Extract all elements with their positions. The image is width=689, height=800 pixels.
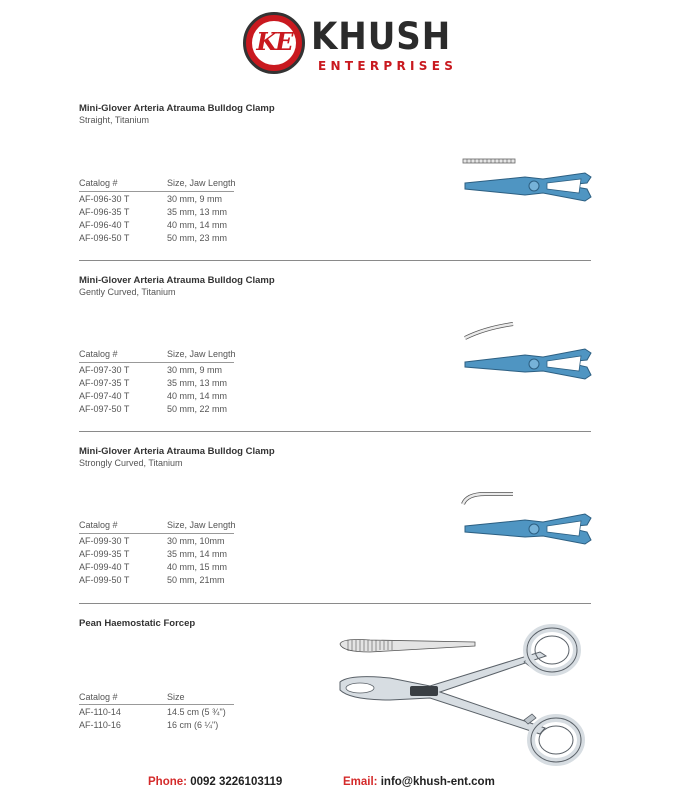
gently-curved-clamp-image: [455, 320, 600, 385]
size-cell: 40 mm, 15 mm: [167, 562, 228, 572]
size-cell: 30 mm, 9 mm: [167, 365, 223, 375]
table-header: [79, 520, 236, 530]
catalog-cell: AF-097-35 T: [79, 378, 130, 388]
size-cell: 35 mm, 14 mm: [167, 549, 228, 559]
table-header: [79, 692, 185, 702]
size-header: Size, Jaw Length: [167, 178, 236, 188]
company-name: KHUSH: [311, 15, 452, 58]
size-cell: 50 mm, 22 mm: [167, 404, 228, 414]
size-header: Size, Jaw Length: [167, 349, 236, 359]
size-cell: 30 mm, 10mm: [167, 536, 225, 546]
product-subtitle: Strongly Curved, Titanium: [79, 458, 183, 468]
strongly-curved-clamp-image: [455, 490, 600, 550]
table-header-rule: [79, 533, 234, 534]
phone-label: Phone:: [148, 776, 187, 788]
catalog-cell: AF-099-35 T: [79, 549, 130, 559]
email-contact: [343, 776, 495, 788]
size-cell: 50 mm, 23 mm: [167, 233, 228, 243]
logo-emblem: [243, 12, 305, 74]
table-header: [79, 178, 236, 188]
product-title: Mini-Glover Arteria Atrauma Bulldog Clamp: [79, 446, 275, 457]
pean-forcep-image: [330, 620, 595, 770]
table-header: [79, 349, 236, 359]
catalog-header: Catalog #: [79, 520, 118, 530]
size-cell: 40 mm, 14 mm: [167, 391, 228, 401]
catalog-cell: AF-097-30 T: [79, 365, 130, 375]
catalog-cell: AF-099-50 T: [79, 575, 130, 585]
product-title: Mini-Glover Arteria Atrauma Bulldog Clamp: [79, 103, 275, 114]
catalog-header: Catalog #: [79, 178, 118, 188]
catalog-cell: AF-096-35 T: [79, 207, 130, 217]
size-cell: 35 mm, 13 mm: [167, 207, 228, 217]
size-cell: 14.5 cm (5 ¾"): [167, 707, 226, 717]
product-subtitle: Straight, Titanium: [79, 115, 150, 125]
size-cell: 35 mm, 13 mm: [167, 378, 228, 388]
table-header-rule: [79, 191, 234, 192]
size-header: Size, Jaw Length: [167, 520, 236, 530]
email-address[interactable]: info@khush-ent.com: [380, 776, 495, 788]
size-cell: 50 mm, 21mm: [167, 575, 225, 585]
catalog-cell: AF-097-50 T: [79, 404, 130, 414]
email-label: Email:: [343, 776, 378, 788]
company-tagline: ENTERPRISES: [318, 59, 458, 73]
table-header-rule: [79, 362, 234, 363]
catalog-cell: AF-099-30 T: [79, 536, 130, 546]
catalog-header: Catalog #: [79, 349, 118, 359]
size-cell: 30 mm, 9 mm: [167, 194, 223, 204]
catalog-cell: AF-099-40 T: [79, 562, 130, 572]
section-divider: [79, 431, 591, 432]
catalog-cell: AF-096-30 T: [79, 194, 130, 204]
section-divider: [79, 603, 591, 604]
phone-number[interactable]: 0092 3226103119: [190, 776, 283, 788]
catalog-cell: AF-096-50 T: [79, 233, 130, 243]
catalog-header: Catalog #: [79, 692, 118, 702]
catalog-cell: AF-110-16: [79, 720, 121, 730]
catalog-cell: AF-097-40 T: [79, 391, 130, 401]
company-logo: [243, 12, 458, 78]
straight-clamp-image: [455, 155, 600, 215]
product-title: Pean Haemostatic Forcep: [79, 618, 196, 629]
catalog-cell: AF-110-14: [79, 707, 121, 717]
logo-mark: KE: [256, 27, 292, 56]
size-header: Size: [167, 692, 185, 702]
size-cell: 40 mm, 14 mm: [167, 220, 228, 230]
section-divider: [79, 260, 591, 261]
product-title: Mini-Glover Arteria Atrauma Bulldog Clamp: [79, 275, 275, 286]
catalog-cell: AF-096-40 T: [79, 220, 130, 230]
size-cell: 16 cm (6 ¼"): [167, 720, 219, 730]
product-subtitle: Gently Curved, Titanium: [79, 287, 176, 297]
table-header-rule: [79, 704, 234, 705]
phone-contact: [148, 776, 282, 788]
